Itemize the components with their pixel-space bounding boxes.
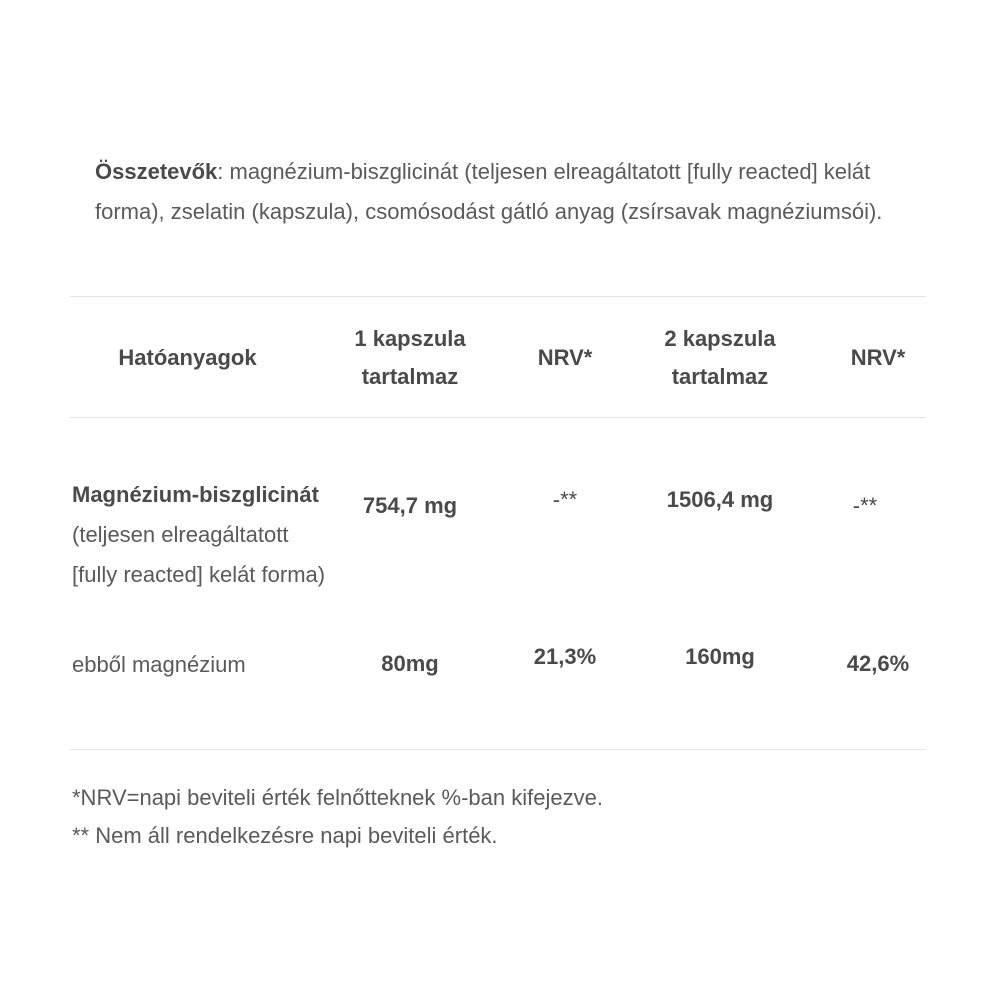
ingredients-label: Összetevők [95,159,218,184]
row1-nrv2-value: -** [852,493,878,518]
row2-cap2-value: 160mg [685,644,755,669]
row1-name-bold: Magnézium-biszglicinát [72,482,319,507]
ingredients-paragraph [95,152,925,232]
ingredients-text: : magnézium-biszglicinát (teljesen elreagáltatott [fully reacted] kelát forma), zselatin (kapszula), csomósodást gátló anyag (zsírsavak magnéziumsói). [95,159,883,224]
table-top-divider [70,296,926,297]
header-active-ingredients: Hatóanyagok [118,345,257,370]
header-1-capsule-line1: 1 kapszula [354,326,466,351]
footnote-nrv: *NRV=napi beviteli érték felnőtteknek %-ban kifejezve. [72,785,603,810]
row2-nrv2-value: 42,6% [846,651,910,676]
header-1-capsule-line2: tartalmaz [361,364,459,389]
row2-nrv1-value: 21,3% [533,644,597,669]
header-2-capsules-line1: 2 kapszula [664,326,776,351]
row1-cap2-value: 1506,4 mg [666,487,774,512]
header-nrv-1: NRV* [537,345,593,370]
footnote-not-available: ** Nem áll rendelkezésre napi beviteli érték. [72,823,498,848]
row1-ingredient-name [72,475,332,595]
table-bottom-divider [70,749,926,750]
header-1-capsule [330,320,490,396]
row2-cap1-value: 80mg [381,651,439,676]
header-2-capsules-line2: tartalmaz [671,364,769,389]
row2-ingredient-name: ebből magnézium [72,652,246,677]
table-header-divider [70,417,926,418]
row1-nrv1-value: -** [552,487,578,512]
row1-cap1-value: 754,7 mg [362,493,458,518]
header-nrv-2: NRV* [850,345,906,370]
row1-name-rest: (teljesen elreagáltatott [fully reacted] kelát forma) [72,522,326,587]
header-2-capsules [640,320,800,396]
